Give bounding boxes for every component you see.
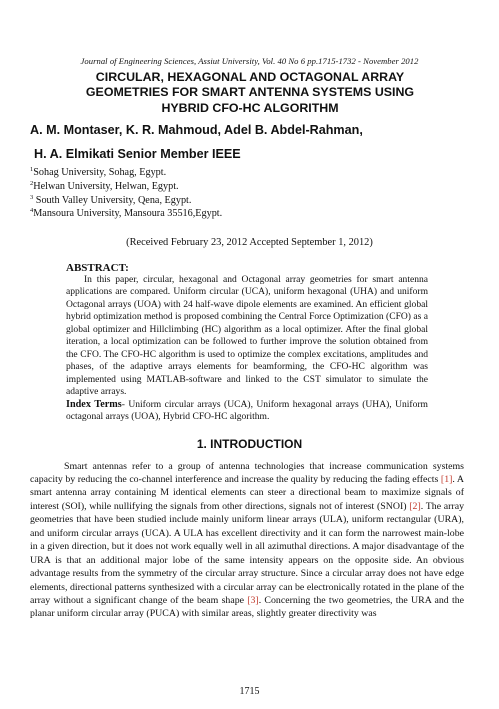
received-date: (Received February 23, 2012 Accepted September 1, 2012) [126,237,373,248]
affiliation [30,195,191,206]
authors-line: H. A. Elmikati Senior Member IEEE [34,147,241,161]
section-heading: 1. INTRODUCTION [196,437,303,451]
title-line: GEOMETRIES FOR SMART ANTENNA SYSTEMS USING [85,85,415,100]
authors-line: A. M. Montaser, K. R. Mahmoud, Adel B. Abdel-Rahman, [30,123,363,137]
index-terms [66,399,428,424]
affiliation [30,208,222,219]
affiliation-text: Mansoura University, Mansoura 35516,Egypt. [33,208,223,219]
introduction-paragraph [30,460,464,621]
intro-text: . The array geometries that have been studied include mainly uniform linear arrays (ULA), uniform rectangular (URA), and uniform circular arrays (UCA). A ULA has excellent directivity and it can form the narrowest main-lobe in a given direction, but it does not work equally well in all azimuthal directions. A major disadvantage of the URA is that an additional major lobe of the same intensity appears on the opposite side. An obvious advantage results from the symmetry of the circular array structure. Since a circular array does not have edge elements, directional patterns synthesized with a circular array can be electronically rotated in the plane of the array without a significant change of the beam shape [30,500,464,607]
journal-header: Journal of Engineering Sciences, Assiut University, Vol. 40 No 6 pp.1715-1732 - November 2012 [80,56,419,66]
affiliation-text: Sohag University, Sohag, Egypt. [33,167,167,178]
affiliation-mark: 2 [30,180,34,187]
intro-text: Smart antennas refer to a group of antenna technologies that increase communication systems capacity by reducing the co-channel interference and increase the quality by reducing the fading effects [30,460,464,485]
index-terms-text: - Uniform circular arrays (UCA), Uniform hexagonal arrays (UHA), Uniform octagonal arrays (UOA), Hybrid CFO-HC algorithm. [66,398,428,423]
title-line: CIRCULAR, HEXAGONAL AND OCTAGONAL ARRAY [95,70,405,84]
affiliation-mark: 1 [30,166,34,173]
affiliation [30,181,179,192]
title-line: HYBRID CFO-HC ALGORITHM [161,100,339,115]
citation-link[interactable]: [3] [247,595,259,607]
abstract-body: In this paper, circular, hexagonal and Octagonal array geometries for smart antenna applications are compared. Uniform circular (UCA), uniform hexagonal (UHA) and uniform Octagonal arrays (UOA) with 24 half-wave dipole elements are examined. An efficient global hybrid optimization method is proposed combining the Central Force Optimization (CFO) as a global optimizer and Hillclimbing (HC) algorithm as a local optimizer. After the final global iteration, a local optimization can be followed to further improve the solution obtained from the CFO. The CFO-HC algorithm is used to optimize the complex excitations, amplitudes and phases, of the adaptive arrays elements for beamforming, the CFO-HC algorithm was implemented using MATLAB-software and linked to the CST simulator to simulate the adaptive arrays. [66,273,428,398]
affiliation-text: South Valley University, Qena, Egypt. [33,195,192,206]
affiliation-mark: 3 [30,194,34,201]
citation-link[interactable]: [2] [409,500,421,512]
page-number: 1715 [239,686,260,697]
affiliation [30,167,166,178]
intro-text: . A smart antenna array containing M identical elements can steer a directional beam to maximize signals of interest (SOI), while nullifying the signals from other directions, signals not of interest (SNOI) [30,473,464,512]
affiliation-text: Helwan University, Helwan, Egypt. [33,181,179,192]
paper-title [50,70,450,116]
affiliation-mark: 4 [30,207,34,214]
citation-link[interactable]: [1] [440,473,453,485]
index-terms-label: Index Terms [66,398,122,410]
intro-text: . Concerning the two geometries, the URA and the planar uniform circular array (PUCA) with similar areas, slightly greater directivity was [30,595,464,620]
abstract-heading: ABSTRACT: [66,262,129,274]
